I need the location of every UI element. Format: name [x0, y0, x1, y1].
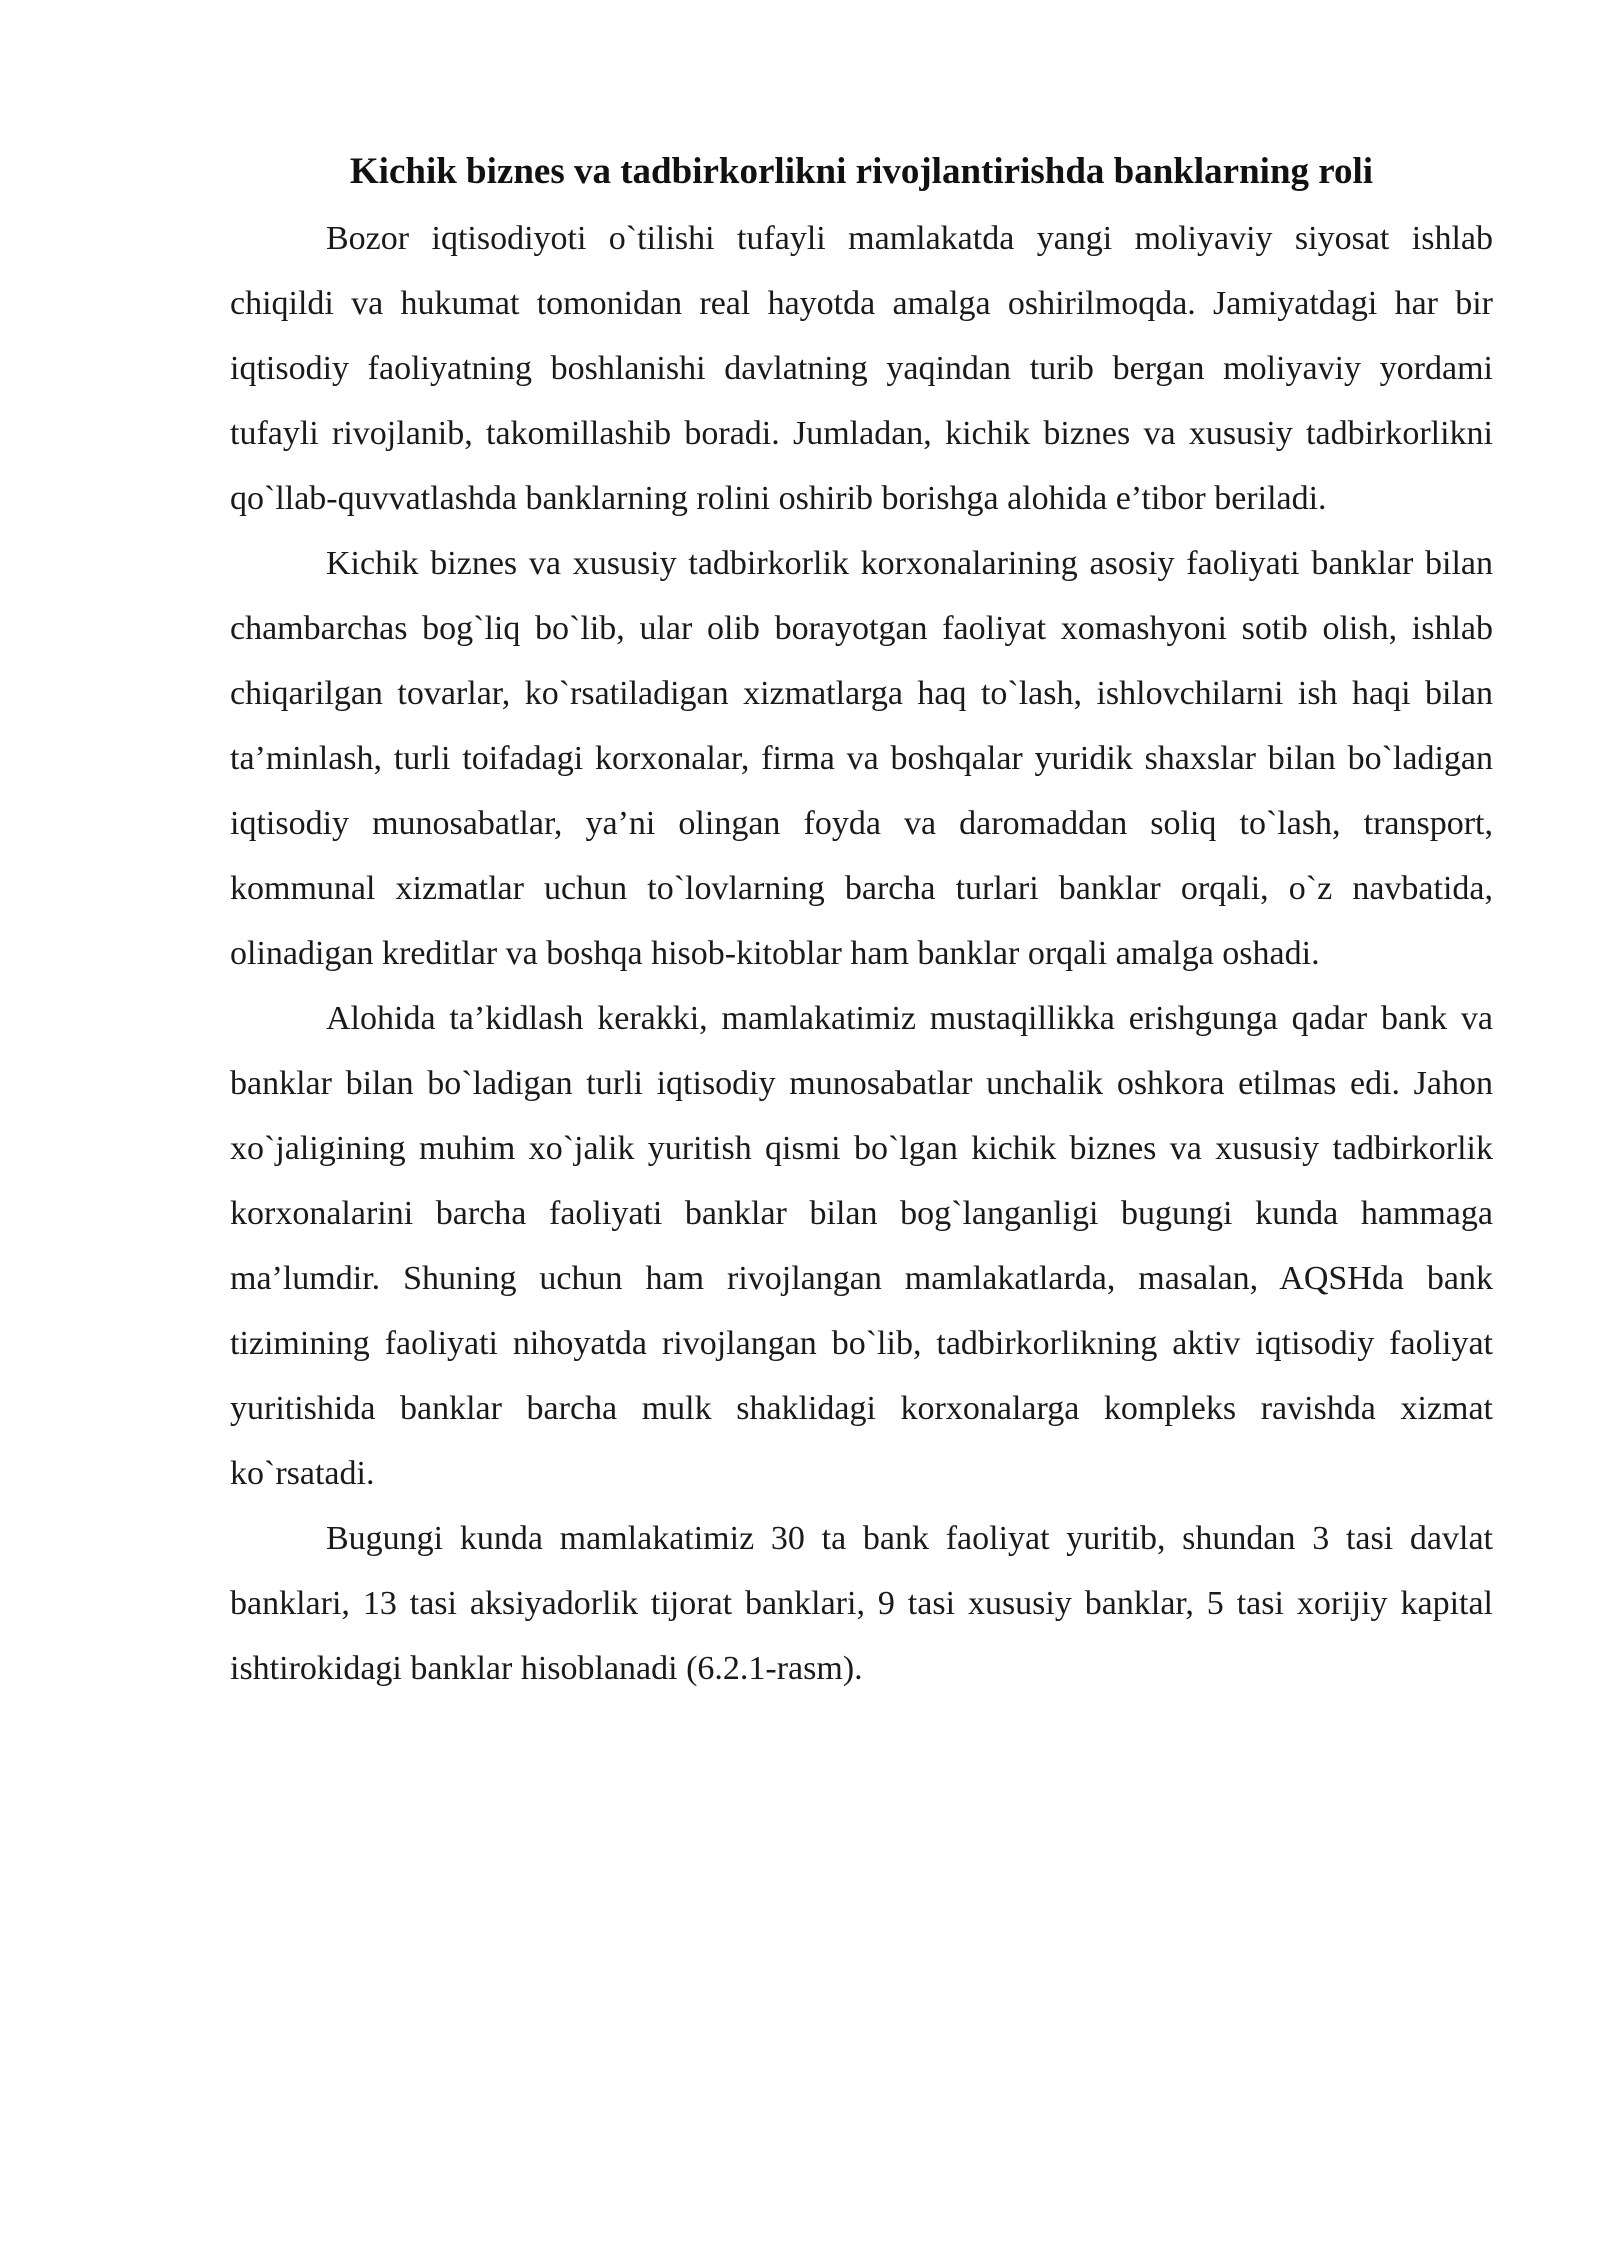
paragraph-3: Alohida ta’kidlash kerakki, mamlakatimiz mustaqillikka erishgunga qadar bank va banklar bilan bo`ladigan turli iqtisodiy munosabatlar unchalik oshkora etilmas edi. Jahon xo`jaligining muhim xo`jalik yuritish qismi bo`lgan kichik biznes va xususiy tadbirkorlik korxonalarini barcha faoliyati banklar bilan bog`langanligi bugungi kunda hammaga ma’lumdir. Shuning uchun ham rivojlangan mamlakatlarda, masalan, AQSHda bank tizimining faoliyati nihoyatda rivojlangan bo`lib, tadbirkorlikning aktiv iqtisodiy faoliyat yuritishida banklar barcha mulk shaklidagi korxonalarga kompleks ravishda xizmat ko`rsatadi. — [230, 1000, 1493, 1492]
paragraph-2: Kichik biznes va xususiy tadbirkorlik korxonalarining asosiy faoliyati banklar bilan chambarchas bog`liq bo`lib, ular olib borayotgan faoliyat xomashyoni sotib olish, ishlab chiqarilgan tovarlar, ko`rsatiladigan xizmatlarga haq to`lash, ishlovchilarni ish haqi bilan ta’minlash, turli toifadagi korxonalar, firma va boshqalar yuridik shaxslar bilan bo`ladigan iqtisodiy munosabatlar, ya’ni olingan foyda va daromaddan soliq to`lash, transport, kommunal xizmatlar uchun to`lovlarning barcha turlari banklar orqali, o`z navbatida, olinadigan kreditlar va boshqa hisob-kitoblar ham banklar orqali amalga oshadi. — [230, 545, 1493, 972]
paragraph-4: Bugungi kunda mamlakatimiz 30 ta bank faoliyat yuritib, shundan 3 tasi davlat banklari, 13 tasi aksiyadorlik tijorat banklari, 9 tasi xususiy banklar, 5 tasi xorijiy kapital ishtirokidagi banklar hisoblanadi (6.2.1-rasm). — [230, 1520, 1493, 1687]
document-body — [230, 140, 1493, 1701]
document-title: Kichik biznes va tadbirkorlikni rivojlantirishda banklarning roli — [349, 151, 1374, 192]
paragraph-1: Bozor iqtisodiyoti o`tilishi tufayli mamlakatda yangi moliyaviy siyosat ishlab chiqildi va hukumat tomonidan real hayotda amalga oshirilmoqda. Jamiyatdagi har bir iqtisodiy faoliyatning boshlanishi davlatning yaqindan turib bergan moliyaviy yordami tufayli rivojlanib, takomillashib boradi. Jumladan, kichik biznes va xususiy tadbirkorlikni qo`llab-quvvatlashda banklarning rolini oshirib borishga alohida e’tibor beriladi. — [230, 220, 1493, 517]
